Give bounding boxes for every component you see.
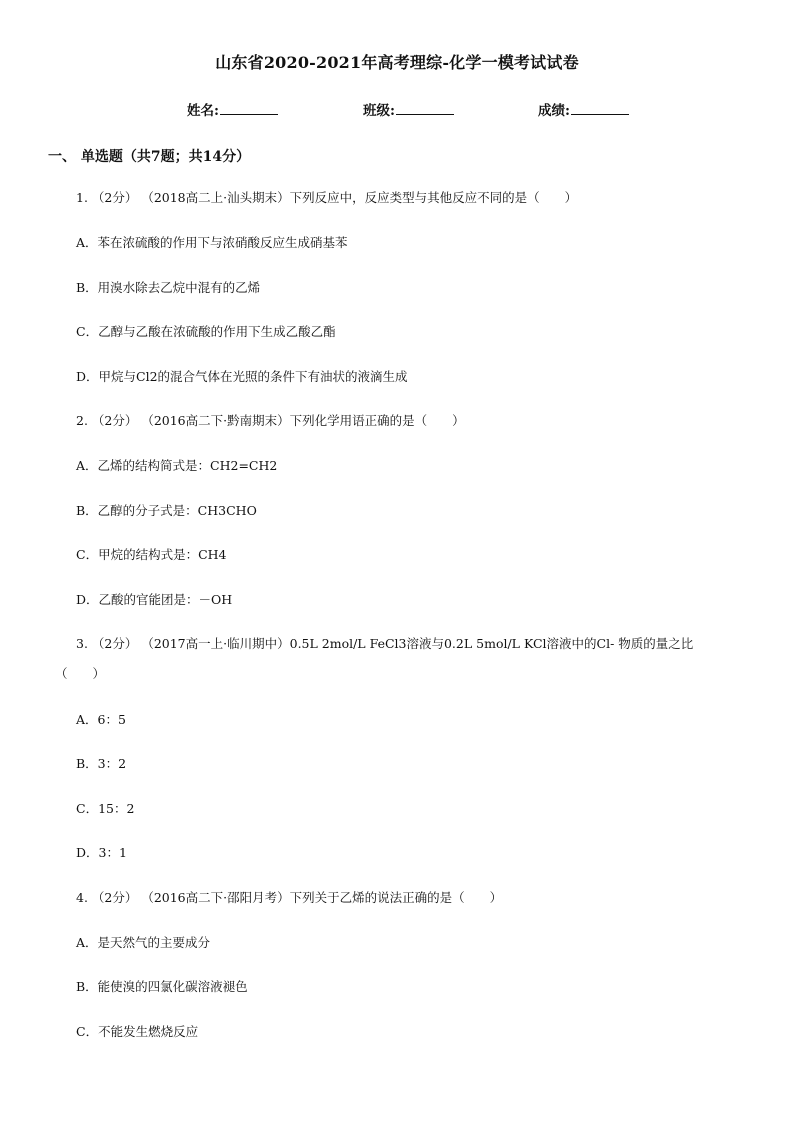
question-1-option-a: A．苯在浓硫酸的作用下与浓硝酸反应生成硝基苯: [76, 235, 348, 250]
question-2-option-c: C．甲烷的结构式是：CH4: [76, 547, 227, 562]
question-4-stem: 4. （2分） （2016高二下·邵阳月考）下列关于乙烯的说法正确的是（ ）: [76, 890, 503, 905]
class-field[interactable]: [363, 99, 454, 119]
name-label: 姓名:: [187, 103, 219, 119]
question-2-stem: 2. （2分） （2016高二下·黔南期末）下列化学用语正确的是（ ）: [76, 413, 465, 428]
question-1-option-b: B．用溴水除去乙烷中混有的乙烯: [76, 280, 261, 295]
name-field[interactable]: [187, 99, 278, 119]
question-3-option-d: D．3：1: [76, 845, 127, 860]
student-info-row: [0, 99, 794, 119]
page-title: 山东省2020-2021年高考理综-化学一模考试试卷: [215, 53, 579, 72]
question-2-option-b: B．乙醇的分子式是：CH3CHO: [76, 503, 257, 518]
question-2-option-a: A．乙烯的结构简式是：CH2=CH2: [76, 458, 278, 473]
question-2-option-d: D．乙酸的官能团是：－OH: [76, 592, 233, 607]
question-3-option-b: B．3：2: [76, 756, 127, 771]
question-1-stem: 1. （2分） （2018高二上·汕头期末）下列反应中，反应类型与其他反应不同的是（ ）: [76, 190, 578, 205]
score-label: 成绩:: [538, 103, 570, 119]
question-1-option-d: D．甲烷与Cl2的混合气体在光照的条件下有油状的液滴生成: [76, 369, 408, 384]
question-3-option-a: A．6：5: [76, 712, 126, 727]
section-heading: 一、 单选题（共7题；共14分）: [48, 149, 251, 165]
question-3-stem-cont: （ ）: [55, 666, 106, 681]
score-blank[interactable]: [571, 101, 629, 115]
score-field[interactable]: [538, 99, 629, 119]
name-blank[interactable]: [220, 101, 278, 115]
class-blank[interactable]: [396, 101, 454, 115]
question-4-option-a: A．是天然气的主要成分: [76, 935, 211, 950]
class-label: 班级:: [363, 103, 395, 119]
question-3-option-c: C．15：2: [76, 801, 135, 816]
question-4-option-b: B．能使溴的四氯化碳溶液褪色: [76, 979, 248, 994]
question-4-option-c: C．不能发生燃烧反应: [76, 1024, 199, 1039]
question-1-option-c: C．乙醇与乙酸在浓硫酸的作用下生成乙酸乙酯: [76, 324, 336, 339]
question-3-stem: 3. （2分） （2017高一上·临川期中）0.5L 2mol/L FeCl3溶液与0.2L 5mol/L KCl溶液中的Cl- 物质的量之比: [76, 636, 694, 651]
